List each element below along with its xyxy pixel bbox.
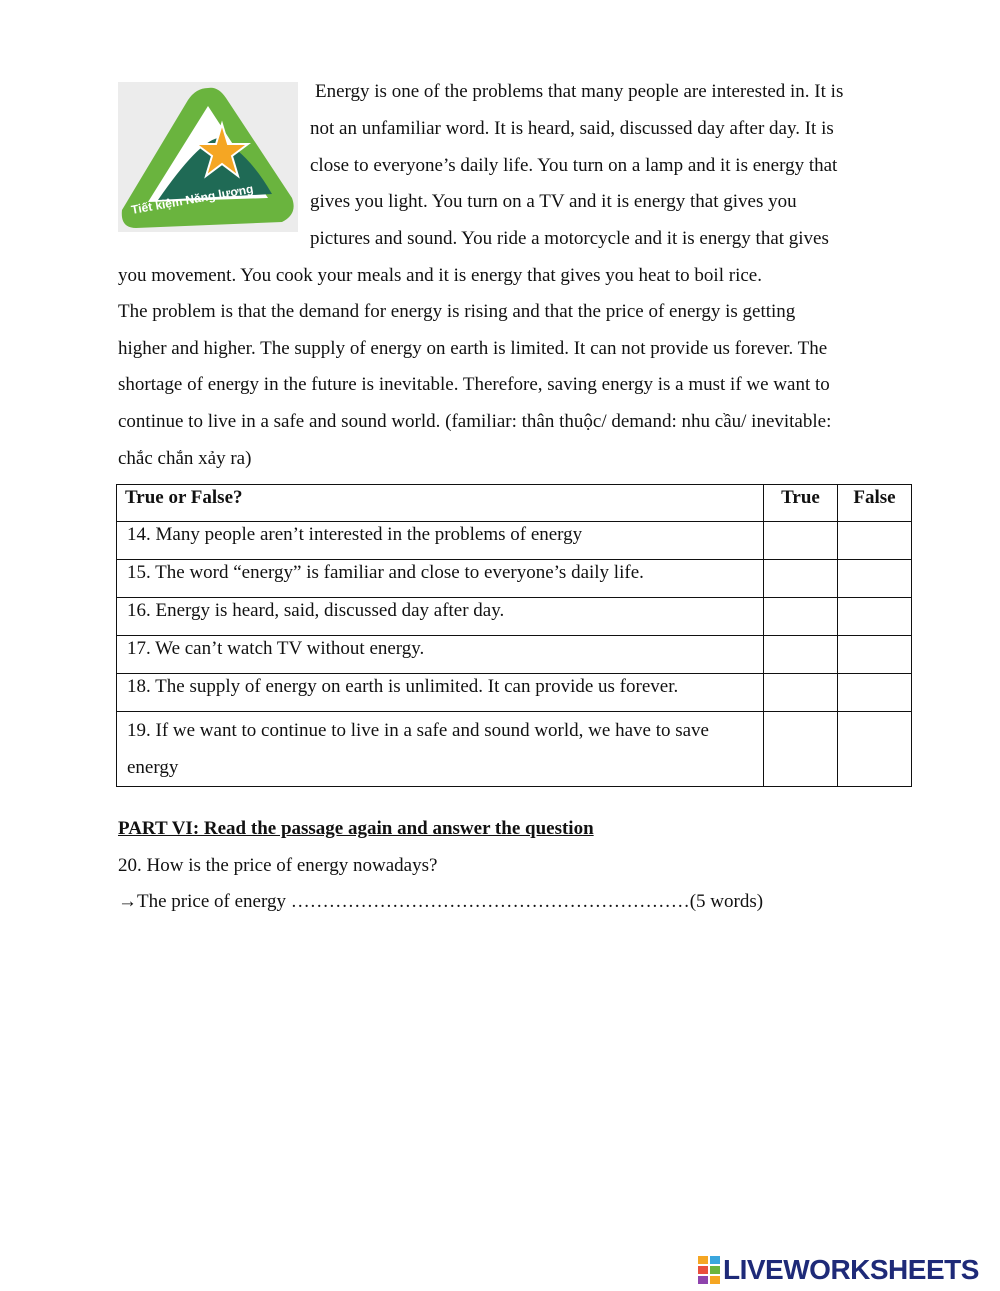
true-cell-17[interactable]	[764, 636, 838, 674]
true-cell-19[interactable]	[764, 712, 838, 787]
header-question: True or False?	[117, 485, 764, 522]
false-cell-19[interactable]	[838, 712, 912, 787]
true-cell-16[interactable]	[764, 598, 838, 636]
passage-line-4: gives you light. You turn on a TV and it is energy that gives you	[310, 191, 797, 212]
part-6-title: PART VI: Read the passage again and answer the question	[118, 818, 594, 839]
statement-15: 15. The word “energy” is familiar and close to everyone’s daily life.	[117, 560, 764, 598]
header-false: False	[838, 485, 912, 522]
statement-18: 18. The supply of energy on earth is unlimited. It can provide us forever.	[117, 674, 764, 712]
table-row	[117, 674, 912, 712]
false-cell-18[interactable]	[838, 674, 912, 712]
header-true: True	[764, 485, 838, 522]
table-row	[117, 598, 912, 636]
statement-16: 16. Energy is heard, said, discussed day after day.	[117, 598, 764, 636]
passage-line-8: higher and higher. The supply of energy on earth is limited. It can not provide us forever. The	[118, 338, 828, 359]
false-cell-15[interactable]	[838, 560, 912, 598]
passage-line-10: continue to live in a safe and sound world. (familiar: thân thuộc/ demand: nhu cầu/ inevitable:	[118, 411, 832, 432]
answer-line-20[interactable]: →The price of energy ………………………………………………………(5 words)	[118, 891, 764, 912]
brand-name: LIVEWORKSHEETS	[723, 1254, 979, 1285]
true-cell-15[interactable]	[764, 560, 838, 598]
question-20: 20. How is the price of energy nowadays?	[118, 855, 438, 876]
false-cell-17[interactable]	[838, 636, 912, 674]
false-cell-14[interactable]	[838, 522, 912, 560]
true-cell-14[interactable]	[764, 522, 838, 560]
true-false-table	[116, 484, 912, 787]
energy-saving-logo	[118, 82, 298, 232]
passage-line-11: chắc chắn xảy ra)	[118, 448, 252, 469]
statement-19: 19. If we want to continue to live in a safe and sound world, we have to save energy	[117, 712, 764, 787]
table-row	[117, 522, 912, 560]
statement-14: 14. Many people aren’t interested in the problems of energy	[117, 522, 764, 560]
logo-text: Tiết kiệm Năng lượng	[130, 181, 255, 217]
passage-line-3: close to everyone’s daily life. You turn on a lamp and it is energy that	[310, 155, 838, 176]
passage-line-7: The problem is that the demand for energy is rising and that the price of energy is getting	[118, 301, 796, 322]
liveworksheets-logo	[698, 1254, 979, 1286]
statement-17: 17. We can’t watch TV without energy.	[117, 636, 764, 674]
passage-line-1: Energy is one of the problems that many people are interested in. It is	[315, 81, 844, 102]
passage-line-6: you movement. You cook your meals and it is energy that gives you heat to boil rice.	[118, 265, 762, 286]
table-header-row	[117, 485, 912, 522]
passage-line-9: shortage of energy in the future is inevitable. Therefore, saving energy is a must if we want to	[118, 374, 830, 395]
false-cell-16[interactable]	[838, 598, 912, 636]
table-row	[117, 560, 912, 598]
table-row	[117, 712, 912, 787]
table-row	[117, 636, 912, 674]
brand-blocks-icon	[698, 1256, 720, 1284]
true-cell-18[interactable]	[764, 674, 838, 712]
passage-line-5: pictures and sound. You ride a motorcycle and it is energy that gives	[310, 228, 829, 249]
passage-line-2: not an unfamiliar word. It is heard, said, discussed day after day. It is	[310, 118, 834, 139]
